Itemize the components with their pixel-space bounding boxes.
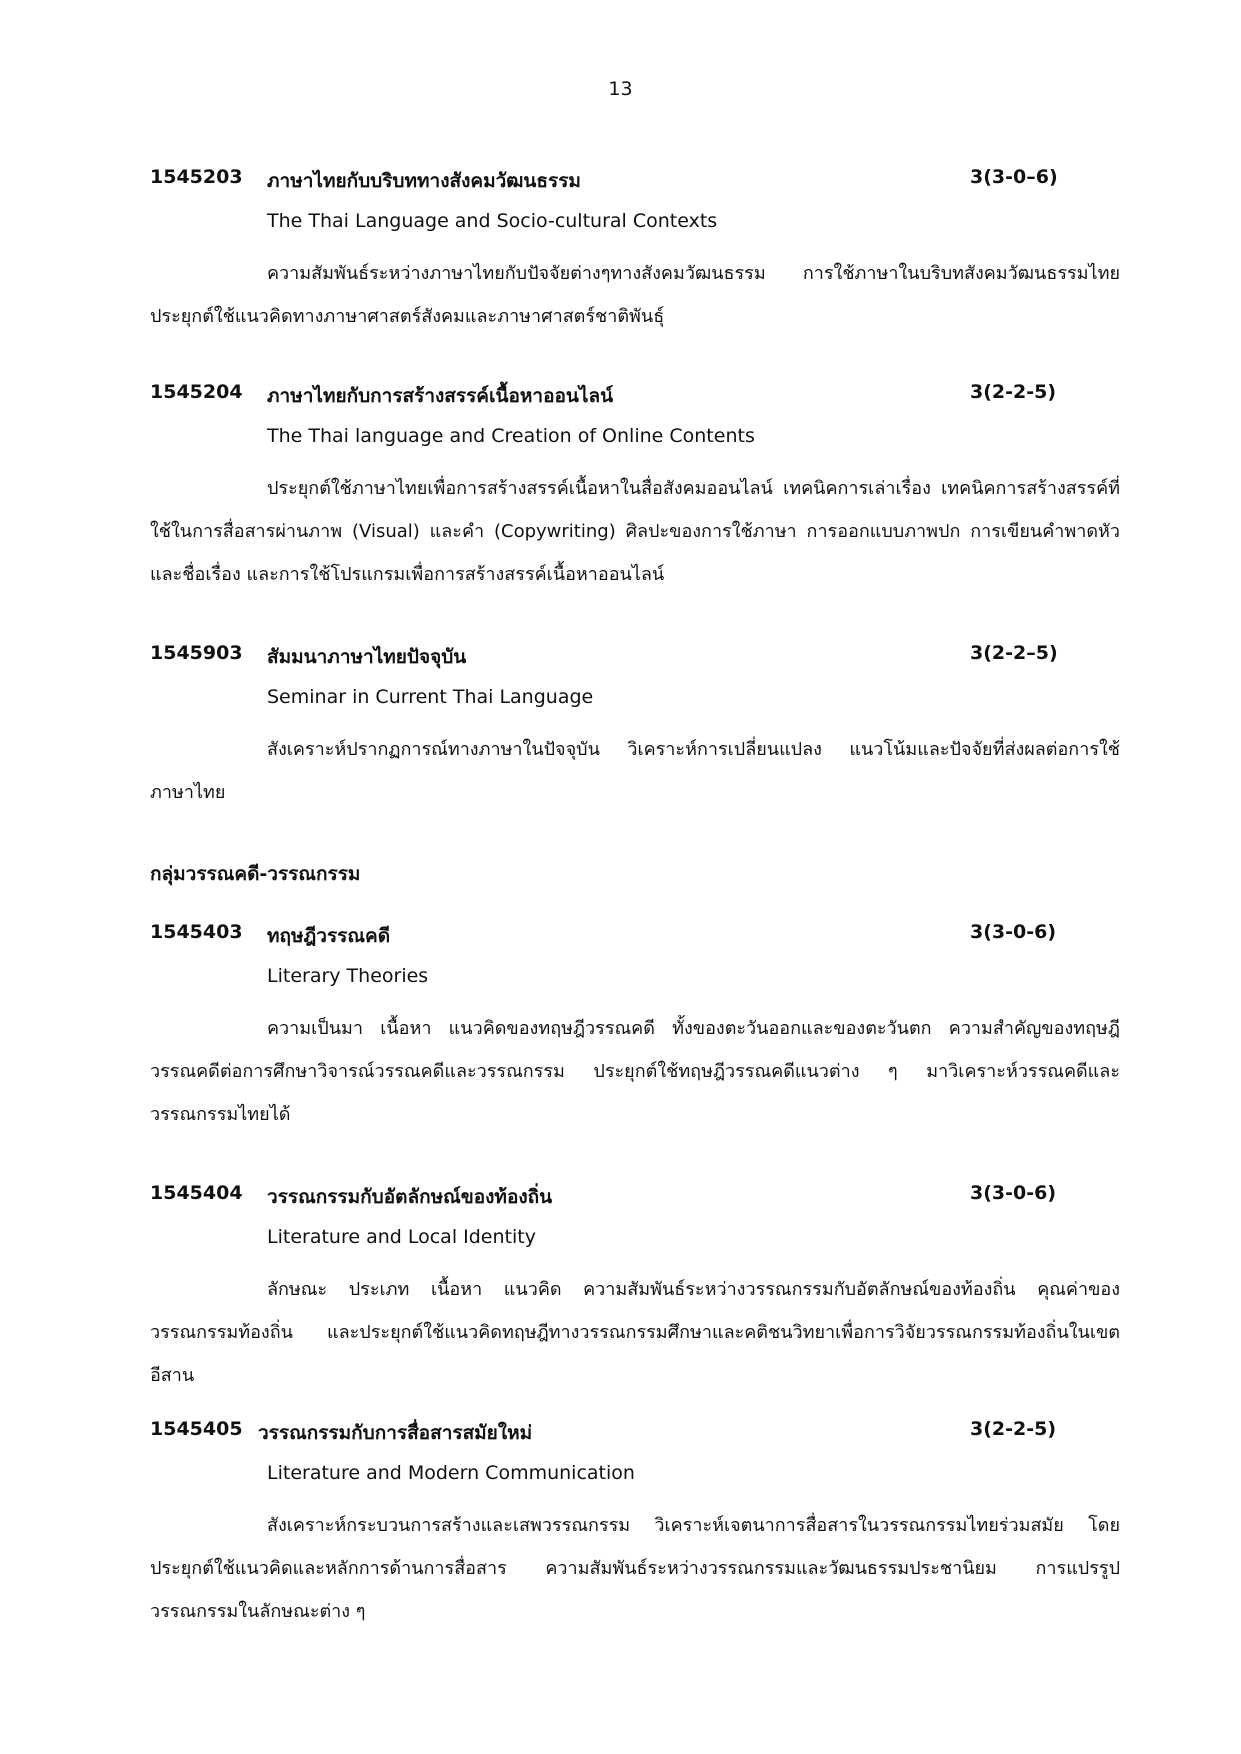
course-title-english: The Thai Language and Socio-cultural Contexts <box>267 210 718 232</box>
course-code: 1545204 <box>150 381 243 403</box>
page-number: 13 <box>608 78 633 100</box>
course-title-english: Seminar in Current Thai Language <box>267 686 594 708</box>
course-title-english: Literature and Modern Communication <box>267 1462 635 1484</box>
course-title-thai: ทฤษฎีวรรณคดี <box>267 925 391 947</box>
course-header <box>150 1182 1150 1212</box>
course-title-thai: วรรณกรรมกับการสื่อสารสมัยใหม่ <box>258 1422 533 1444</box>
course-title-english: The Thai language and Creation of Online Contents <box>267 425 755 447</box>
course-credit: 3(3-0–6) <box>970 166 1058 188</box>
course-credit: 3(3-0-6) <box>970 921 1057 943</box>
course-credit: 3(3-0-6) <box>970 1182 1057 1204</box>
course-header <box>150 1418 1150 1448</box>
course-title-thai: วรรณกรรมกับอัตลักษณ์ของท้องถิ่น <box>267 1186 553 1208</box>
course-title-thai: สัมมนาภาษาไทยปัจจุบัน <box>267 646 467 668</box>
course-header <box>150 166 1150 196</box>
course-header <box>150 921 1150 951</box>
course-description: ลักษณะ ประเภท เนื้อหา แนวคิด ความสัมพันธ์ระหว่างวรรณกรรมกับอัตลักษณ์ของท้องถิ่น คุณค่าของวรรณกรรมท้องถิ่น และประยุกต์ใช้แนวคิดทฤษฎีทางวรรณกรรมศึกษาและคติชนวิทยาเพื่อการวิจัยวรรณกรรมท้องถิ่นในเขตอีสาน <box>150 1279 1120 1386</box>
course-credit: 3(2-2-5) <box>970 381 1057 403</box>
course-description: สังเคราะห์ปรากฏการณ์ทางภาษาในปัจจุบัน วิเคราะห์การเปลี่ยนแปลง แนวโน้มและปัจจัยที่ส่งผลต่อการใช้ภาษาไทย <box>150 739 1120 803</box>
course-title-thai: ภาษาไทยกับบริบททางสังคมวัฒนธรรม <box>267 170 581 192</box>
course-title-thai: ภาษาไทยกับการสร้างสรรค์เนื้อหาออนไลน์ <box>267 385 614 407</box>
course-description: สังเคราะห์กระบวนการสร้างและเสพวรรณกรรม วิเคราะห์เจตนาการสื่อสารในวรรณกรรมไทยร่วมสมัย โดยประยุกต์ใช้แนวคิดและหลักการด้านการสื่อสาร ความสัมพันธ์ระหว่างวรรณกรรมและวัฒนธรรมประชานิยม การแปรรูปวรรณกรรมในลักษณะต่าง ๆ <box>150 1515 1120 1622</box>
course-title-english: Literary Theories <box>267 965 429 987</box>
course-title-english: Literature and Local Identity <box>267 1226 536 1248</box>
course-description: ความสัมพันธ์ระหว่างภาษาไทยกับปัจจัยต่างๆทางสังคมวัฒนธรรม การใช้ภาษาในบริบทสังคมวัฒนธรรมไทย ประยุกต์ใช้แนวคิดทางภาษาศาสตร์สังคมและภาษาศาสตร์ชาติพันธุ์ <box>150 263 1120 327</box>
course-description: ความเป็นมา เนื้อหา แนวคิดของทฤษฎีวรรณคดี ทั้งของตะวันออกและของตะวันตก ความสำคัญของทฤษฎีวรรณคดีต่อการศึกษาวิจารณ์วรรณคดีและวรรณกรรม ประยุกต์ใช้ทฤษฎีวรรณคดีแนวต่าง ๆ มาวิเคราะห์วรรณคดีและวรรณกรรมไทยได้ <box>150 1018 1120 1125</box>
course-header <box>150 642 1150 672</box>
course-header <box>150 381 1150 411</box>
course-description: ประยุกต์ใช้ภาษาไทยเพื่อการสร้างสรรค์เนื้อหาในสื่อสังคมออนไลน์ เทคนิคการเล่าเรื่อง เทคนิคการสร้างสรรค์ที่ใช้ในการสื่อสารผ่านภาพ (Visual) และคำ (Copywriting) ศิลปะของการใช้ภาษา การออกแบบภาพปก การเขียนคำพาดหัวและชื่อเรื่อง และการใช้โปรแกรมเพื่อการสร้างสรรค์เนื้อหาออนไลน์ <box>150 478 1120 585</box>
course-code: 1545903 <box>150 642 243 664</box>
course-credit: 3(2-2-5) <box>970 1418 1057 1440</box>
course-credit: 3(2-2–5) <box>970 642 1058 664</box>
course-code: 1545403 <box>150 921 243 943</box>
group-heading: กลุ่มวรรณคดี-วรรณกรรม <box>150 863 361 885</box>
course-code: 1545203 <box>150 166 243 188</box>
course-code: 1545404 <box>150 1182 243 1204</box>
course-code: 1545405 <box>150 1418 243 1440</box>
